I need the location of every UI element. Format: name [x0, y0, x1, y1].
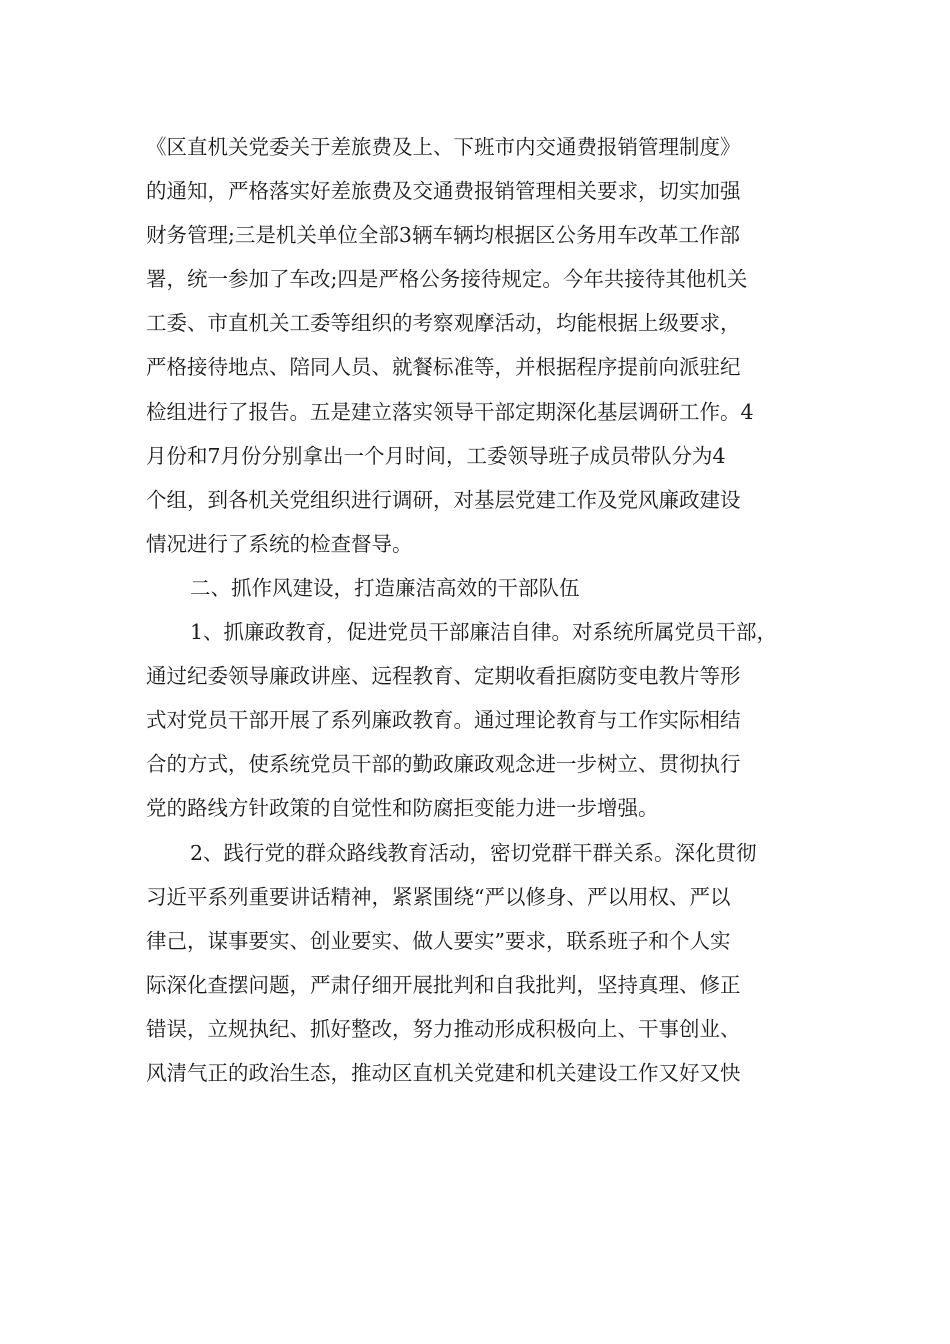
text-line: 通过纪委领导廉政讲座、远程教育、定期收看拒腐防变电教片等形: [146, 664, 741, 689]
text-line: 工委、市直机关工委等组织的考察观摩活动，均能根据上级要求，: [146, 311, 741, 336]
text-line: 《区直机关党委关于差旅费及上、下班市内交通费报销管理制度》: [146, 135, 741, 159]
text-line: 严格接待地点、陪同人员、就餐标准等，并根据程序提前向派驻纪: [146, 355, 741, 380]
body-text: [146, 127, 826, 1097]
text-line: 月份和7月份分别拿出一个月时间，工委领导班子成员带队分为4: [146, 443, 726, 468]
text-line: 检组进行了报告。五是建立落实领导干部定期深化基层调研工作。4: [146, 399, 754, 424]
text-line: 署，统一参加了车改;四是严格公务接待规定。今年共接待其他机关: [146, 267, 748, 292]
text-line: 际深化查摆问题，严肃仔细开展批判和自我批判，坚持真理、修正: [146, 972, 741, 997]
text-line: 合的方式，使系统党员干部的勤政廉政观念进一步树立、贯彻执行: [146, 752, 741, 777]
text-line: 风清气正的政治生态，推动区直机关党建和机关建设工作又好又快: [146, 1060, 741, 1085]
text-line: 习近平系列重要讲话精神，紧紧围绕“严以修身、严以用权、严以: [146, 884, 731, 909]
text-line: 律己，谋事要实、创业要实、做人要实”要求，联系班子和个人实: [146, 928, 731, 953]
text-line: 党的路线方针政策的自觉性和防腐拒变能力进一步增强。: [146, 796, 659, 821]
text-line: 错误，立规执纪、抓好整改，努力推动形成积极向上、干事创业、: [146, 1016, 741, 1041]
text-line: 财务管理;三是机关单位全部3辆车辆均根据区公务用车改革工作部: [146, 223, 740, 248]
text-line: 情况进行了系统的检查督导。: [146, 531, 413, 556]
text-line: 2、践行党的群众路线教育活动，密切党群干群关系。深化贯彻: [190, 840, 757, 865]
text-line: 1、抓廉政教育，促进党员干部廉洁自律。对系统所属党员干部，: [190, 620, 778, 645]
text-line: 个组，到各机关党组织进行调研，对基层党建工作及党风廉政建设: [146, 487, 741, 512]
text-line: 式对党员干部开展了系列廉政教育。通过理论教育与工作实际相结: [146, 708, 741, 733]
text-line: 二、抓作风建设，打造廉洁高效的干部队伍: [190, 575, 580, 600]
text-line: 的通知，严格落实好差旅费及交通费报销管理相关要求，切实加强: [146, 179, 741, 204]
